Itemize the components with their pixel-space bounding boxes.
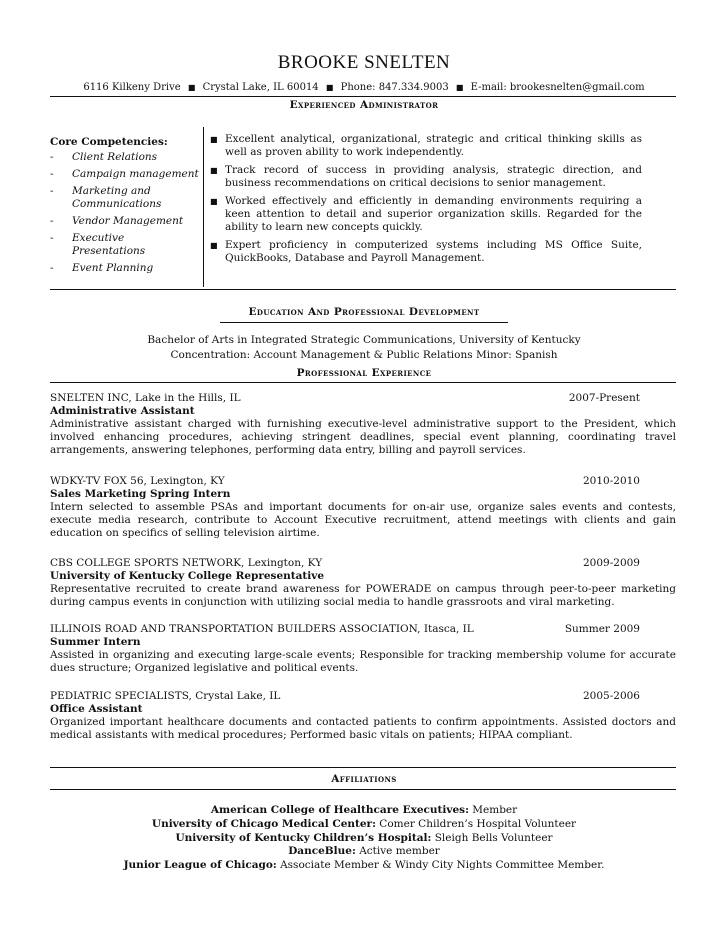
job-entry <box>50 557 676 609</box>
divider <box>50 789 676 790</box>
job-dates: 2007-Present <box>568 392 640 404</box>
job-description: Administrative assistant charged with furnishing executive-level administrative support to the President, which involved enhancing procedures, achieving stringent deadlines, special event planning, coordinating travel arrangements, answering telephones, performing data entry, billing and payroll services. <box>50 418 676 456</box>
job-company: WDKY-TV FOX 56, Lexington, KY <box>50 475 225 487</box>
city: Crystal Lake, IL 60014 <box>202 82 319 93</box>
square-bullet-icon: ■ <box>210 197 218 206</box>
list-item: - Vendor Management <box>50 215 184 227</box>
address: 6116 Kilkeny Drive <box>83 82 181 93</box>
job-title: Sales Marketing Spring Intern <box>50 488 231 500</box>
vertical-divider <box>203 127 204 287</box>
headline: Experienced Administrator <box>289 99 439 111</box>
job-title: Summer Intern <box>50 636 141 648</box>
divider <box>220 322 508 323</box>
separator-icon: ■ <box>187 83 196 92</box>
summary-list <box>210 133 642 270</box>
affiliation-item: University of Kentucky Children’s Hospital: Sleigh Bells Volunteer <box>175 832 553 844</box>
affiliation-item: American College of Healthcare Executives: Member <box>210 804 518 816</box>
divider <box>50 767 676 768</box>
divider <box>50 382 676 383</box>
divider <box>50 96 676 97</box>
candidate-name: BROOKE SNELTEN <box>277 52 451 73</box>
affiliations-heading: Affiliations <box>331 773 397 785</box>
square-bullet-icon: ■ <box>210 166 218 175</box>
square-bullet-icon: ■ <box>210 241 218 250</box>
list-item: ■ Expert proficiency in computerized systems including MS Office Suite, QuickBooks, Database and Payroll Management. <box>210 239 642 264</box>
job-company: SNELTEN INC, Lake in the Hills, IL <box>50 392 241 404</box>
job-entry <box>50 475 676 540</box>
job-entry <box>50 623 676 675</box>
job-dates: 2005-2006 <box>583 690 640 702</box>
education-heading: Education And Professional Development <box>248 306 480 318</box>
list-item: - Event Planning <box>50 262 154 274</box>
job-company: ILLINOIS ROAD AND TRANSPORTATION BUILDERS ASSOCIATION, Itasca, IL <box>50 623 474 635</box>
phone: Phone: 847.334.9003 <box>340 82 449 93</box>
education-concentration: Concentration: Account Management & Public Relations Minor: Spanish <box>170 349 558 361</box>
job-description: Intern selected to assemble PSAs and important documents for on-air use, organize sales events and contests, execute media research, contribute to Account Executive recruitment, attend meetings with clients and gain education on specifics of selling television airtime. <box>50 501 676 539</box>
competencies-heading: Core Competencies: <box>50 136 168 148</box>
separator-icon: ■ <box>455 83 464 92</box>
job-title: Office Assistant <box>50 703 143 715</box>
affiliation-item: University of Chicago Medical Center: Comer Children’s Hospital Volunteer <box>151 818 577 830</box>
job-entry <box>50 690 676 742</box>
list-item: ■ Excellent analytical, organizational, strategic and critical thinking skills as well as proven ability to work independently. <box>210 133 642 158</box>
job-dates: 2009-2009 <box>583 557 640 569</box>
email: E-mail: brookesnelten@gmail.com <box>470 82 645 93</box>
contact-line <box>0 81 728 94</box>
list-item: - Marketing and Communications <box>50 185 162 210</box>
list-item: - Client Relations <box>50 151 158 163</box>
job-dates: Summer 2009 <box>564 623 640 635</box>
divider <box>50 289 676 290</box>
affiliation-item: DanceBlue: Active member <box>288 845 440 857</box>
job-dates: 2010-2010 <box>583 475 640 487</box>
job-title: Administrative Assistant <box>50 405 195 417</box>
job-description: Organized important healthcare documents and contacted patients to confirm appointments. Assisted doctors and medical assistants with medical procedures; Performed basic vitals on patients; HIPAA compliant. <box>50 716 676 741</box>
job-company: PEDIATRIC SPECIALISTS, Crystal Lake, IL <box>50 690 281 702</box>
job-title: University of Kentucky College Representative <box>50 570 325 582</box>
experience-heading: Professional Experience <box>296 367 432 379</box>
list-item: ■ Worked effectively and efficiently in demanding environments requiring a keen attention to detail and superior organization skills. Regarded for the ability to learn new concepts quickly. <box>210 195 642 233</box>
square-bullet-icon: ■ <box>210 135 218 144</box>
list-item: - Campaign management <box>50 168 199 180</box>
job-entry <box>50 392 676 457</box>
list-item: - Executive Presentations <box>50 232 146 257</box>
separator-icon: ■ <box>325 83 334 92</box>
job-company: CBS COLLEGE SPORTS NETWORK, Lexington, KY <box>50 557 323 569</box>
affiliation-item: Junior League of Chicago: Associate Member & Windy City Nights Committee Member. <box>123 859 605 871</box>
education-degree: Bachelor of Arts in Integrated Strategic Communications, University of Kentucky <box>147 334 581 346</box>
list-item: ■ Track record of success in providing analysis, strategic direction, and business recommendations on critical decisions to senior management. <box>210 164 642 189</box>
job-description: Representative recruited to create brand awareness for POWERADE on campus through peer-to-peer marketing during campus events in conjunction with utilizing social media to handle grassroots and viral marketing. <box>50 583 676 608</box>
job-description: Assisted in organizing and executing large-scale events; Responsible for tracking membership volume for accurate dues structure; Organized legislative and political events. <box>50 649 676 674</box>
competencies-list <box>50 151 200 279</box>
